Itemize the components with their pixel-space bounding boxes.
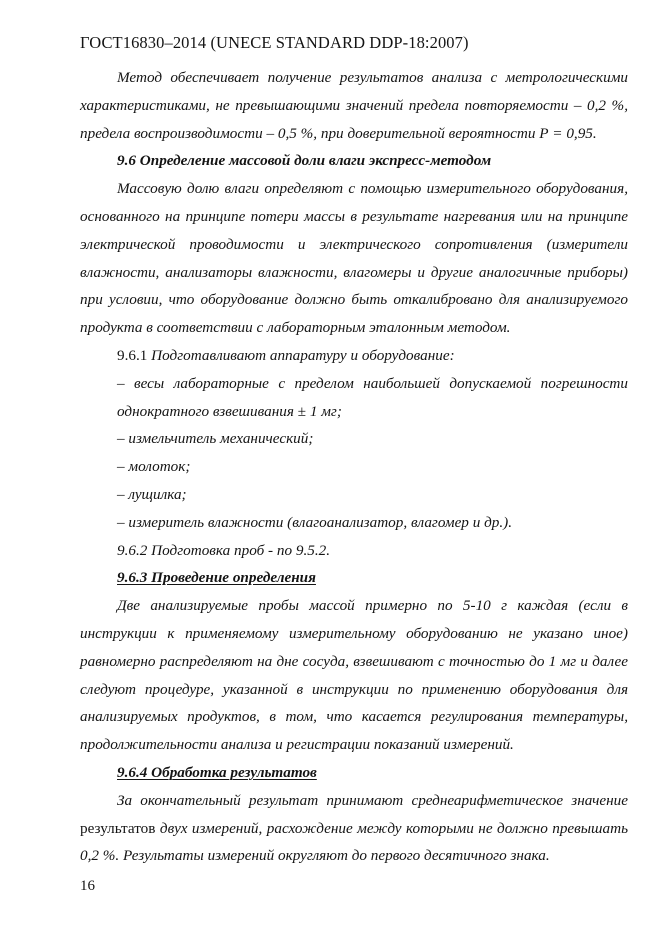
paragraph-method-characteristics: Метод обеспечивает получение результатов анализа с метрологическими характеристиками, не превышающими значений предела повторяемости – 0,2 %, предела воспроизводимости – 0,5 %, при доверительной вероятности Р = 0,95. (80, 69, 628, 142)
paragraph-results (80, 787, 628, 870)
list-item-scales-line1: – весы лабораторные с пределом наибольшей допускаемой погрешности (117, 374, 628, 392)
paragraph-moisture-determination: Массовую долю влаги определяют с помощью измерительного оборудования, основанного на принципе потери массы в результате нагревания или на принципе электрической проводимости и электрического сопротивления (измерители влажности, анализаторы влажности, влагомеры и другие аналогичные приборы) при условии, что оборудование должно быть откалибровано для анализируемого продукта в соответствии с лабораторным эталонным методом. (80, 180, 628, 337)
list-item-moisture-meter: – измеритель влажности (влагоанализатор, влагомер и др.). (117, 513, 513, 531)
paragraph-9-6-2: 9.6.2 Подготовка проб - по 9.5.2. (117, 541, 331, 559)
paragraph-results-part3: двух измерений, расхождение между которыми не должно превышать 0,2 %. Результаты измерений округляют до первого десятичного знака. (80, 819, 628, 865)
section-heading-9-6-4: 9.6.4 Обработка результатов (117, 763, 317, 781)
paragraph-results-part1: За окончательный результат принимают среднеарифметическое значение (117, 791, 628, 809)
list-item-scales (80, 370, 628, 426)
clause-text-9-6-1: Подготавливают аппаратуру и оборудование: (151, 346, 455, 364)
page-number: 16 (80, 878, 95, 894)
section-heading-9-6-3: 9.6.3 Проведение определения (117, 569, 316, 587)
list-item-hammer: – молоток; (117, 458, 191, 476)
section-heading-9-6: 9.6 Определение массовой доли влаги экспресс-методом (117, 152, 492, 170)
list-item-scales-line2: однократного взвешивания ± 1 мг; (117, 402, 342, 420)
paragraph-9-6-1 (80, 342, 628, 370)
document-header: ГОСТ16830–2014 (UNECE STANDARD DDP-18:2007) (80, 33, 469, 52)
document-body (80, 64, 628, 870)
clause-number-9-6-1: 9.6.1 (117, 346, 148, 364)
list-item-grinder: – измельчитель механический; (117, 430, 314, 448)
paragraph-procedure: Две анализируемые пробы массой примерно по 5-10 г каждая (если в инструкции к применяемому измерительному оборудованию не указано иное) равномерно распределяют на дне сосуда, взвешивают с точностью до 1 мг и далее следуют процедуре, указанной в инструкции по применению оборудования для анализируемых продуктов, в том, что касается регулирования температуры, продолжительности анализа и регистрации показаний измерений. (80, 597, 628, 754)
list-item-huller: – лущилка; (117, 485, 187, 503)
paragraph-results-part2: результатов (80, 819, 156, 837)
